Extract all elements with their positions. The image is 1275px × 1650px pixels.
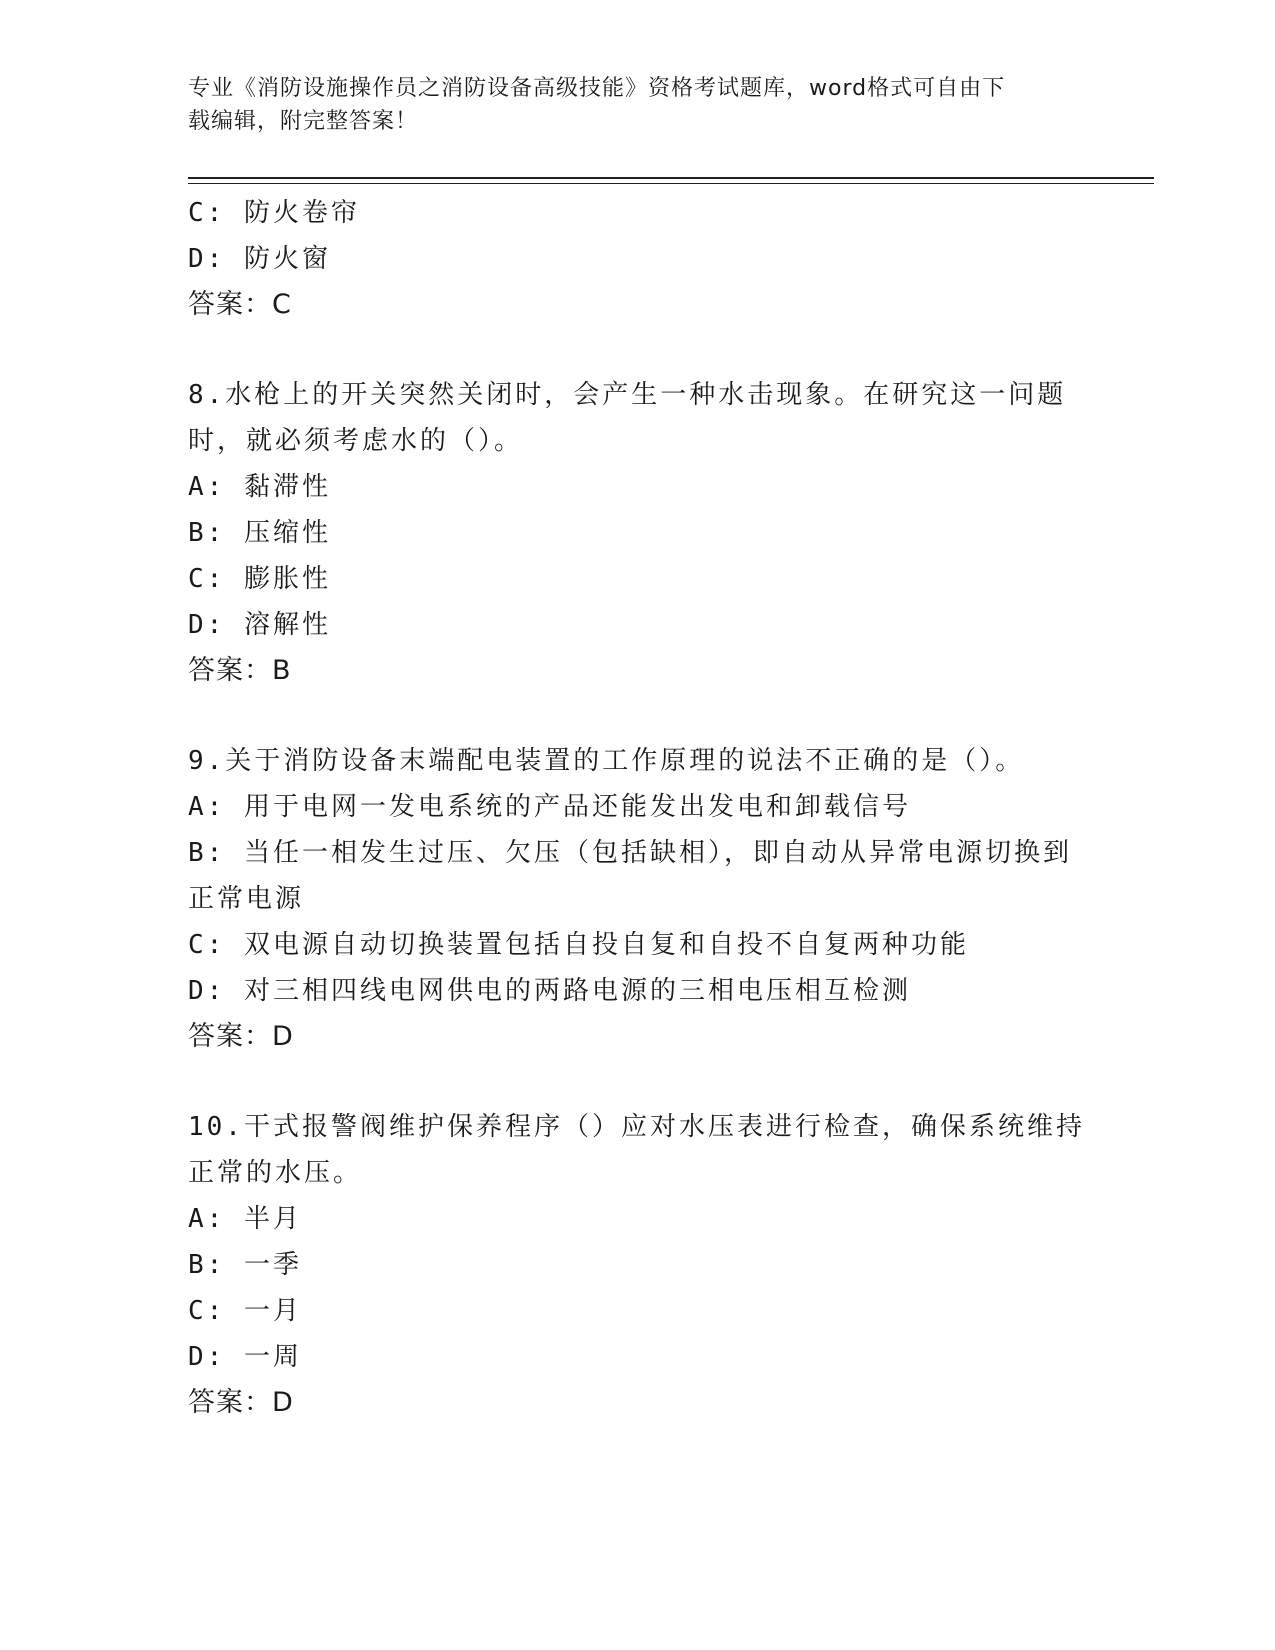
spacer — [188, 694, 1088, 738]
answer-line: 答案：B — [188, 655, 292, 686]
option-b: B: 压缩性 — [188, 518, 331, 548]
option-b: B: 一季 — [188, 1250, 302, 1280]
option-c: C: 一月 — [188, 1296, 302, 1326]
option-d: D: 一周 — [188, 1342, 302, 1372]
spacer — [188, 1060, 1088, 1104]
option-a: A: 用于电网一发电系统的产品还能发出发电和卸载信号 — [188, 792, 911, 822]
option-c: C: 膨胀性 — [188, 564, 331, 594]
header-divider-thin — [188, 183, 1154, 184]
question-stem: 8.水枪上的开关突然关闭时，会产生一种水击现象。在研究这一问题 — [188, 380, 1067, 410]
option-d: D: 防火窗 — [188, 244, 331, 274]
option-d: D: 溶解性 — [188, 610, 331, 640]
option-b-continued: 正常电源 — [188, 884, 305, 914]
header-line-2: 载编辑，附完整答案！ — [188, 109, 419, 134]
question-10 — [188, 1104, 1088, 1426]
option-a: A: 黏滞性 — [188, 472, 331, 502]
question-stem-continued: 正常的水压。 — [188, 1158, 363, 1188]
answer-line: 答案：C — [188, 289, 292, 320]
question-stem-continued: 时，就必须考虑水的（）。 — [188, 426, 524, 456]
question-7-partial — [188, 190, 1088, 328]
document-header — [188, 72, 1068, 138]
option-c: C: 防火卷帘 — [188, 198, 360, 228]
question-stem: 10.干式报警阀维护保养程序（）应对水压表进行检查，确保系统维持 — [188, 1112, 1085, 1142]
question-content — [188, 190, 1088, 1426]
answer-line: 答案：D — [188, 1387, 294, 1418]
question-stem: 9.关于消防设备末端配电装置的工作原理的说法不正确的是（）。 — [188, 746, 1025, 776]
answer-line: 答案：D — [188, 1021, 294, 1052]
header-line-1: 专业《消防设施操作员之消防设备高级技能》资格考试题库，word格式可自由下 — [188, 76, 1006, 101]
option-d: D: 对三相四线电网供电的两路电源的三相电压相互检测 — [188, 976, 911, 1006]
question-9 — [188, 738, 1088, 1060]
question-8 — [188, 372, 1088, 694]
option-b: B: 当任一相发生过压、欠压（包括缺相），即自动从异常电源切换到 — [188, 838, 1072, 868]
spacer — [188, 328, 1088, 372]
option-c: C: 双电源自动切换装置包括自投自复和自投不自复两种功能 — [188, 930, 969, 960]
header-divider-thick — [188, 177, 1154, 179]
option-a: A: 半月 — [188, 1204, 302, 1234]
